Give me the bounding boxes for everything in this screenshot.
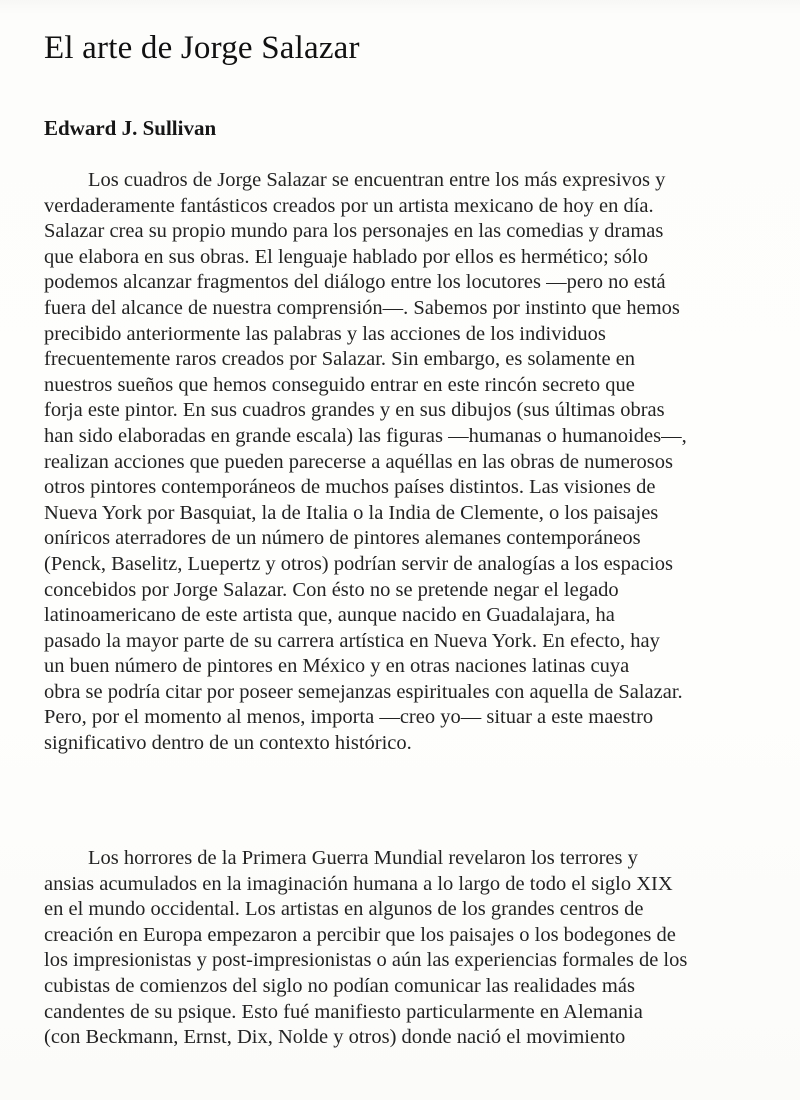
text-line: obra se podría citar por poseer semejanzas espirituales con aquella de Salazar.	[44, 680, 683, 703]
body-paragraph-2	[44, 846, 800, 1051]
text-line: los impresionistas y post-impresionistas o aún las experiencias formales de los	[44, 949, 688, 972]
text-line: oníricos aterradores de un número de pintores alemanes contemporáneos	[44, 527, 641, 550]
text-line: en el mundo occidental. Los artistas en algunos de los grandes centros de	[44, 898, 644, 921]
text-line: Los horrores de la Primera Guerra Mundial revelaron los terrores y	[88, 847, 638, 869]
text-line: concebidos por Jorge Salazar. Con ésto no se pretende negar el legado	[44, 578, 619, 601]
text-line: ansias acumulados en la imaginación humana a lo largo de todo el siglo XIX	[44, 872, 673, 895]
text-line: (Penck, Baselitz, Luepertz y otros) podrían servir de analogías a los espacios	[44, 552, 674, 575]
text-line: creación en Europa empezaron a percibir que los paisajes o los bodegones de	[44, 923, 676, 946]
text-line: frecuentemente raros creados por Salazar. Sin embargo, es solamente en	[44, 348, 636, 371]
text-line: Salazar crea su propio mundo para los personajes en las comedias y dramas	[44, 220, 664, 243]
text-line: latinoamericano de este artista que, aunque nacido en Guadalajara, ha	[44, 604, 615, 627]
text-line: pasado la mayor parte de su carrera artística en Nueva York. En efecto, hay	[44, 629, 660, 652]
text-line: forja este pintor. En sus cuadros grandes y en sus dibujos (sus últimas obras	[44, 399, 665, 422]
text-line: que elabora en sus obras. El lenguaje hablado por ellos es hermético; sólo	[44, 245, 648, 268]
text-line: Los cuadros de Jorge Salazar se encuentran entre los más expresivos y	[88, 169, 666, 191]
text-line: podemos alcanzar fragmentos del diálogo entre los locutores —pero no está	[44, 271, 666, 294]
text-line: han sido elaboradas en grande escala) las figuras —humanas o humanoides—,	[44, 424, 687, 447]
body-paragraph-1	[44, 168, 800, 757]
text-line: (con Beckmann, Ernst, Dix, Nolde y otros) donde nació el movimiento	[44, 1026, 626, 1049]
text-line: Nueva York por Basquiat, la de Italia o la India de Clemente, o los paisajes	[44, 501, 659, 524]
text-line: nuestros sueños que hemos conseguido entrar en este rincón secreto que	[44, 373, 635, 396]
text-line: un buen número de pintores en México y en otras naciones latinas cuya	[44, 655, 630, 678]
text-line: verdaderamente fantásticos creados por un artista mexicano de hoy en día.	[44, 194, 654, 217]
text-line: cubistas de comienzos del siglo no podían comunicar las realidades más	[44, 974, 635, 997]
article-author: Edward J. Sullivan	[44, 116, 217, 140]
text-line: significativo dentro de un contexto histórico.	[44, 732, 412, 755]
article-title: El arte de Jorge Salazar	[44, 30, 360, 66]
text-line: candentes de su psique. Esto fué manifiesto particularmente en Alemania	[44, 1000, 643, 1023]
text-line: precibido anteriormente las palabras y las acciones de los individuos	[44, 322, 606, 345]
text-line: Pero, por el momento al menos, importa —creo yo— situar a este maestro	[44, 706, 654, 729]
text-line: realizan acciones que pueden parecerse a aquéllas en las obras de numerosos	[44, 450, 673, 473]
text-line: otros pintores contemporáneos de muchos países distintos. Las visiones de	[44, 476, 656, 499]
text-line: fuera del alcance de nuestra comprensión—. Sabemos por instinto que hemos	[44, 296, 680, 319]
